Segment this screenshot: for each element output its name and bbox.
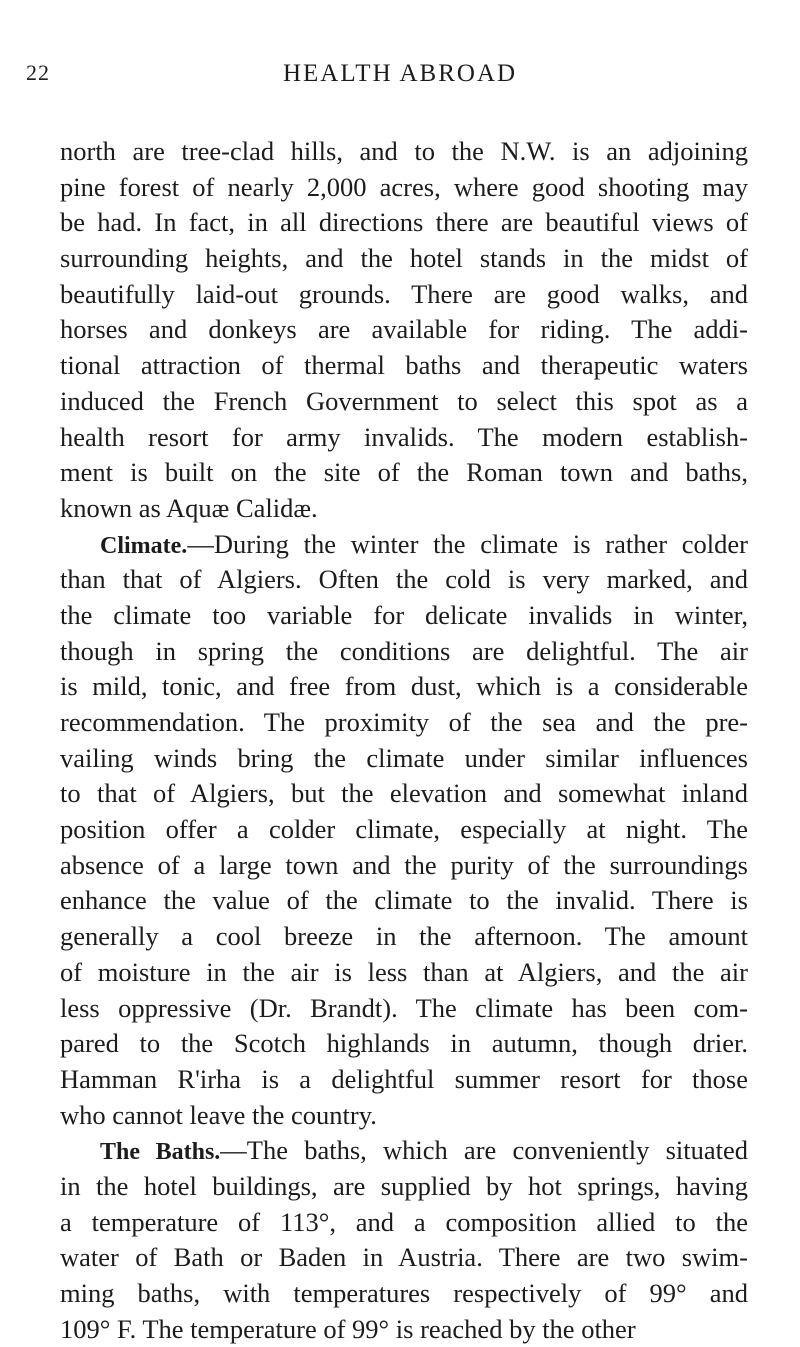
text-line [60, 348, 748, 384]
line-text: position offer a colder climate, especially at night. The [60, 814, 748, 845]
line-text: tional attraction of thermal baths and therapeutic waters [60, 350, 748, 381]
line-text: horses and donkeys are available for riding. The addi- [60, 314, 748, 345]
text-line [60, 955, 748, 991]
line-text: —During the winter the climate is rather colder [187, 528, 748, 559]
text-line [60, 1098, 748, 1134]
paragraph-heading: Climate. [100, 532, 188, 559]
line-text: enhance the value of the climate to the invalid. There is [60, 885, 748, 916]
text-line [60, 705, 748, 741]
line-text: less oppressive (Dr. Brandt). The climate has been com- [60, 992, 748, 1023]
line-text: in the hotel buildings, are supplied by hot springs, having [60, 1170, 748, 1201]
line-text: north are tree-clad hills, and to the N.W. is an adjoining [60, 136, 748, 166]
text-line [60, 205, 748, 241]
line-text: vailing winds bring the climate under similar influences [60, 742, 748, 773]
text-line [60, 491, 748, 527]
text-line [60, 134, 748, 170]
text-line [60, 277, 748, 313]
page-number: 22 [26, 60, 50, 85]
text-line [60, 241, 748, 277]
text-line [60, 634, 748, 670]
text-line [60, 1240, 748, 1276]
line-text: Hamman R'irha is a delightful summer resort for those [60, 1063, 748, 1094]
line-text: 109° F. The temperature of 99° is reached by the other [60, 1313, 636, 1344]
line-text: pared to the Scotch highlands in autumn, though drier. [60, 1028, 748, 1059]
text-line [60, 312, 748, 348]
text-line [60, 1169, 748, 1205]
text-line [60, 527, 748, 563]
text-line [60, 170, 748, 206]
line-text: surrounding heights, and the hotel stands in the midst of [60, 243, 748, 274]
line-text: generally a cool breeze in the afternoon. The amount [60, 921, 748, 952]
text-line [60, 562, 748, 598]
line-text: than that of Algiers. Often the cold is very marked, and [60, 564, 748, 595]
text-line [60, 1205, 748, 1241]
line-text: pine forest of nearly 2,000 acres, where good shooting may [60, 171, 748, 202]
line-text: —The baths, which are conveniently situated [220, 1135, 748, 1166]
text-line [60, 812, 748, 848]
text-line [60, 384, 748, 420]
line-text: though in spring the conditions are delightful. The air [60, 635, 748, 666]
text-line [60, 991, 748, 1027]
line-text: to that of Algiers, but the elevation and somewhat inland [60, 778, 748, 809]
text-line [60, 1312, 748, 1347]
line-text: ment is built on the site of the Roman town and baths, [60, 457, 748, 488]
text-line [60, 669, 748, 705]
paragraph [60, 1133, 748, 1347]
text-line [60, 883, 748, 919]
line-text: beautifully laid-out grounds. There are good walks, and [60, 278, 748, 309]
line-text: is mild, tonic, and free from dust, which is a considerable [60, 671, 748, 702]
line-text: induced the French Government to select this spot as a [60, 385, 748, 416]
text-line [60, 598, 748, 634]
line-text: recommendation. The proximity of the sea and the pre- [60, 707, 748, 737]
text-line [60, 741, 748, 777]
text-line [60, 1062, 748, 1098]
text-line [60, 1133, 748, 1169]
line-text: who cannot leave the country. [60, 1099, 377, 1130]
running-head: HEALTH ABROAD [282, 60, 518, 87]
line-text: of moisture in the air is less than at Algiers, and the air [60, 956, 748, 987]
line-text: be had. In fact, in all directions there are beautiful views of [60, 207, 748, 238]
paragraph-heading: The Baths. [100, 1139, 221, 1166]
body-text [60, 134, 748, 1347]
line-text: known as Aquæ Calidæ. [60, 492, 318, 523]
text-line [60, 1276, 748, 1312]
text-line [60, 420, 748, 456]
text-line [60, 1026, 748, 1062]
line-text: ming baths, with temperatures respectively of 99° and [60, 1278, 748, 1308]
paragraph [60, 134, 748, 527]
text-line [60, 776, 748, 812]
text-line [60, 919, 748, 955]
line-text: a temperature of 113°, and a composition allied to the [60, 1206, 748, 1237]
line-text: health resort for army invalids. The modern establish- [60, 421, 748, 452]
line-text: the climate too variable for delicate invalids in winter, [60, 599, 748, 630]
paragraph [60, 527, 748, 1134]
text-line [60, 455, 748, 491]
line-text: water of Bath or Baden in Austria. There are two swim- [60, 1242, 748, 1273]
line-text: absence of a large town and the purity of the surroundings [60, 849, 748, 880]
text-line [60, 848, 748, 884]
